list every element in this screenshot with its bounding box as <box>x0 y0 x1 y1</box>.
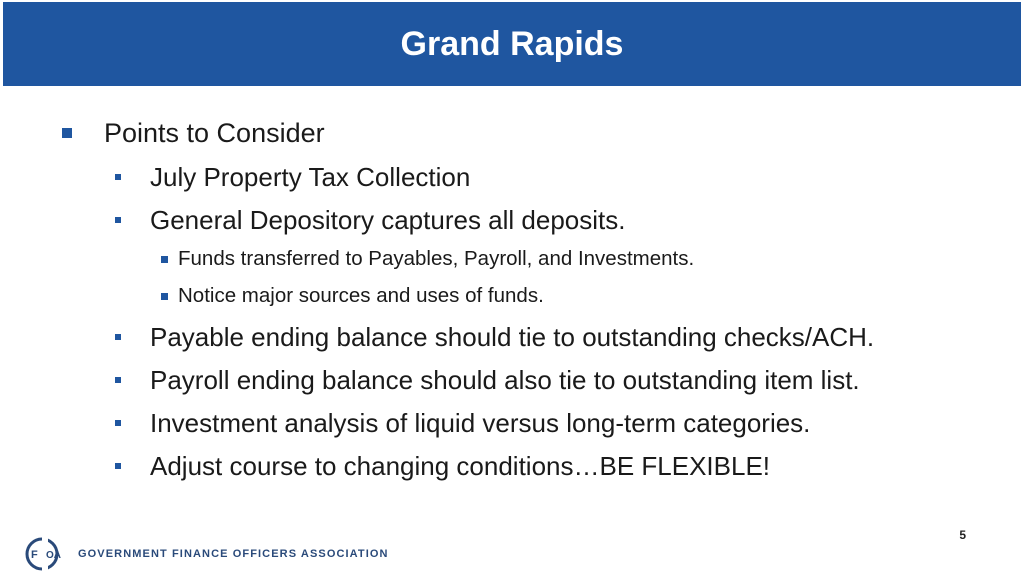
slide-title: Grand Rapids <box>400 24 624 63</box>
list-item-level3 <box>161 283 544 309</box>
square-bullet-icon <box>115 334 121 340</box>
list-item-level2 <box>115 160 470 194</box>
bullet-text: Payable ending balance should tie to outstanding checks/ACH. <box>150 321 875 352</box>
square-bullet-icon <box>115 174 121 180</box>
list-item-level2 <box>115 406 810 440</box>
page-number: 5 <box>959 528 966 542</box>
square-bullet-icon <box>161 293 168 300</box>
bullet-text: Investment analysis of liquid versus long-term categories. <box>150 407 811 438</box>
bullet-text: General Depository captures all deposits. <box>150 204 626 235</box>
square-bullet-icon <box>161 256 168 263</box>
footer <box>22 533 389 575</box>
list-item-level2 <box>115 363 860 397</box>
svg-text:OA: OA <box>46 550 61 561</box>
list-item-level2 <box>115 320 874 354</box>
list-item-level2 <box>115 449 770 483</box>
svg-text:F: F <box>31 549 38 561</box>
square-bullet-icon <box>115 377 121 383</box>
square-bullet-icon <box>115 463 121 469</box>
gfoa-logo-icon <box>22 534 66 574</box>
heading-text: Points to Consider <box>104 117 325 148</box>
bullet-text: Adjust course to changing conditions…BE FLEXIBLE! <box>150 450 771 481</box>
square-bullet-icon <box>115 217 121 223</box>
square-bullet-icon <box>115 420 121 426</box>
list-item-level2 <box>115 203 625 237</box>
sub-bullet-text: Funds transferred to Payables, Payroll, and Investments. <box>178 247 695 270</box>
list-item-level1 <box>62 115 325 151</box>
list-item-level3 <box>161 246 694 272</box>
organization-name: GOVERNMENT FINANCE OFFICERS ASSOCIATION <box>78 548 389 560</box>
bullet-text: Payroll ending balance should also tie to outstanding item list. <box>150 364 860 395</box>
square-bullet-icon <box>62 128 72 138</box>
bullet-text: July Property Tax Collection <box>150 161 471 192</box>
sub-bullet-text: Notice major sources and uses of funds. <box>178 284 544 307</box>
